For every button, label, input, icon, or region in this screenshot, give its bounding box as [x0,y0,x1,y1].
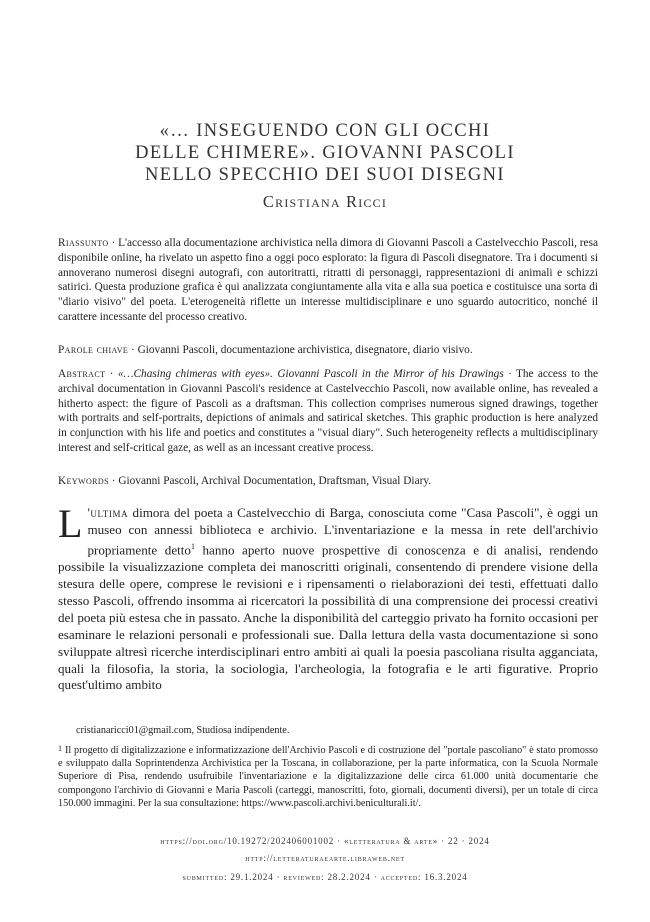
separator: · [108,475,119,487]
abstract-paragraph [58,367,598,456]
separator: · [128,344,138,356]
separator: · [108,237,119,249]
author-affiliation-note: cristianaricci01@gmail.com, Studiosa indipendente. [76,725,290,736]
doi-line: https://doi.org/10.19272/202406001002 · «letteratura & arte» · 22 · 2024 [160,836,490,846]
footnote-text: Il progetto di digitalizzazione e informatizzazione dell'Archivio Pascoli e di costruzione del "portale pascoliano" è stato promosso e sviluppato dalla Soprintendenza Archivistica per la Toscana, in collaborazione, per la parte informatica, con la Scuola Normale Superiore di Pisa, rendendo usufruibile l'inventariazione e la digitalizzazione delle circa 61.000 unità documentarie che compongono l'archivio di Giovanni e Maria Pascoli (carteggi, manoscritti, foto, giornali, documenti diversi), per un totale di circa 150.000 immagini. Per la sua consultazione: https://www.pascoli.archivi.beniculturali.it/. [58,745,598,809]
keywords-text: Giovanni Pascoli, Archival Documentation, Draftsman, Visual Diary. [118,475,432,487]
separator: · [503,368,516,380]
riassunto-paragraph [58,236,598,325]
parole-chiave-label: Parole chiave [58,344,129,356]
parole-chiave-text: Giovanni Pascoli, documentazione archivistica, disegnatore, diario visivo. [137,344,473,356]
separator: · [105,368,118,380]
abstract-label: Abstract [58,368,106,380]
keywords-paragraph [58,474,598,489]
title-line: «… INSEGUENDO CON GLI OCCHI [159,121,491,141]
abstract-text: The access to the archival documentation in Giovanni Pascoli's residence at Castelvecchio Pascoli, now available online, has revealed a hitherto aspect: the figure of Pascoli as a draftsman. This collection comprises numerous signed drawings, together with portraits and self-portraits, depictions of animals and satirical sketches. This graphic production is here analyzed in conjunction with his life and poetics and constitutes a "visual diary". Such heterogeneity reflects a multidisciplinary interest and self-critical gaze, as well as an incessant creative process. [58,368,599,454]
lead-in-word: 'ultima [87,505,129,520]
body-text-part: dimora del poeta a Castelvecchio di Barga, conosciuta come "Casa Pascoli", è oggi un museo con annessi biblioteca e archivio. L'inventariazione e la messa in rete dell'archivio propriamente detto [87,505,598,558]
footnote-reference: 1 [190,541,195,551]
footnote-marker: 1 [58,744,62,753]
parole-chiave-paragraph [58,343,598,358]
body-paragraph [58,501,598,694]
article-author: Cristiana Ricci [262,192,388,211]
title-line: DELLE CHIMERE». GIOVANNI PASCOLI [135,143,515,163]
riassunto-label: Riassunto [58,237,109,249]
journal-url: http://letteraturaearte.libraweb.net [245,853,405,863]
footnote-1 [58,742,598,810]
body-text-part: hanno aperto nuove prospettive di conoscenza e di analisi, rendendo possibile la visualizzazione completa dei manoscritti originali, consentendo di prendere visione della stesura delle opere, comprese le revisioni e i ripensamenti o rielaborazioni dei testi, effettuati dallo stesso Pascoli, offrendo insomma ai ricercatori la possibilità di una comprensione dei processi creativi del poeta più estesa che in passato. Anche la disponibilità del carteggio privato ha fornito occasioni per esaminare le relazioni personali e professionali sue. Dalla lettura della vasta documentazione si sono sviluppate altresì ricerche interdisciplinari entro ambiti ai quali la poesia pascoliana risulta agganciata, quali la filosofia, la storia, la sociologia, l'archeologia, la fotografia e le arti figurative. Proprio quest'ultimo ambito [58,542,598,693]
article-title [0,120,650,186]
drop-cap: L [58,501,83,546]
keywords-label: Keywords [58,475,109,487]
abstract-english-title: «…Chasing chimeras with eyes». Giovanni Pascoli in the Mirror of his Drawings [117,368,504,380]
submission-dates: submitted: 29.1.2024 · reviewed: 28.2.2024 · accepted: 16.3.2024 [182,872,468,882]
title-line: NELLO SPECCHIO DEI SUOI DISEGNI [145,165,505,185]
riassunto-text: L'accesso alla documentazione archivistica nella dimora di Giovanni Pascoli a Castelvecchio Pascoli, resa disponibile online, ha rivelato un aspetto fino a oggi poco esplorato: la figura di Pascoli disegnatore. Tra i documenti si annoverano numerosi disegni autografi, con autoritratti, ritratti di personaggi, rappresentazioni di animali e schizzi satirici. Questa produzione grafica è qui analizzata congiuntamente alla vita e alla sua poetica e costituisce una sorta di "diario visivo" del poeta. L'eterogeneità riflette un interesse multidisciplinare e uno sguardo autocritico, nonché il carattere incessante del processo creativo. [58,237,598,323]
